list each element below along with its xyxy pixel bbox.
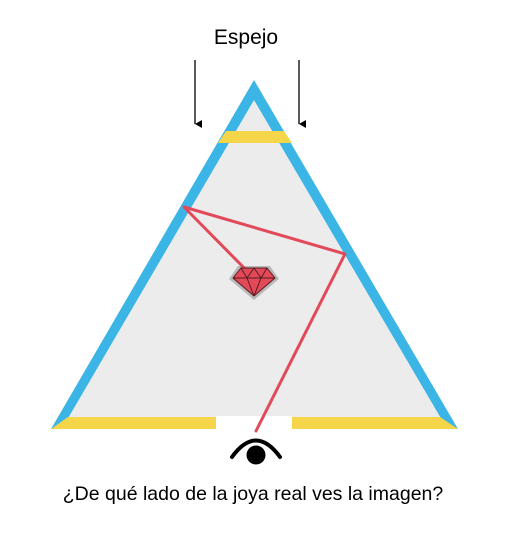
diagram-title: Espejo <box>213 26 279 49</box>
bottom-right-opening <box>292 417 458 429</box>
question-text: ¿De qué lado de la joya real ves la imagen? <box>62 483 444 505</box>
bottom-left-opening <box>51 417 216 429</box>
top-opening <box>218 131 292 143</box>
eye-icon <box>232 441 280 465</box>
bottom-gap <box>216 416 292 430</box>
mirror-triangle-interior <box>67 100 442 420</box>
